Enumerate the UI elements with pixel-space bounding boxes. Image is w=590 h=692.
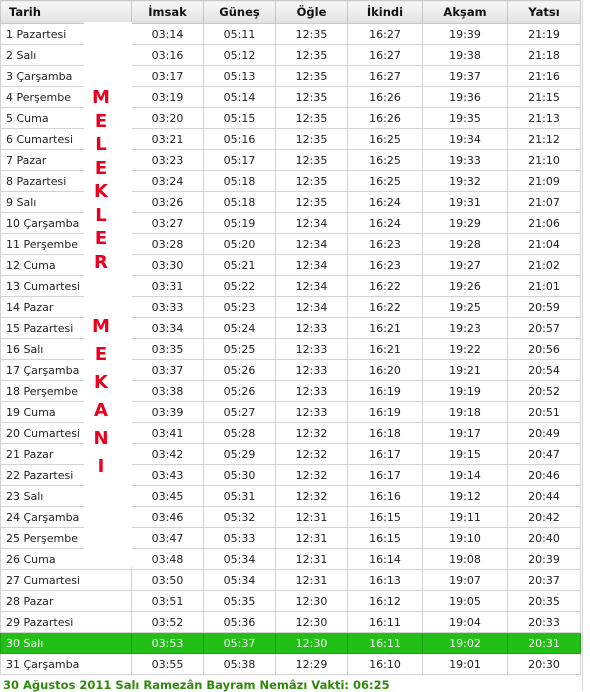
cell-ikindi: 16:19 <box>348 402 423 423</box>
right-divider <box>582 0 583 691</box>
watermark-letter: M <box>92 87 110 108</box>
cell-ogle: 12:32 <box>276 423 348 444</box>
cell-gunes: 05:34 <box>204 549 276 570</box>
watermark-letter: E <box>94 344 108 365</box>
cell-yatsi: 20:30 <box>508 654 581 675</box>
cell-aksam: 19:07 <box>423 570 508 591</box>
cell-yatsi: 20:31 <box>508 633 581 654</box>
cell-ikindi: 16:26 <box>348 87 423 108</box>
cell-yatsi: 21:02 <box>508 255 581 276</box>
cell-aksam: 19:32 <box>423 171 508 192</box>
cell-aksam: 19:39 <box>423 24 508 45</box>
cell-imsak: 03:47 <box>132 528 204 549</box>
cell-yatsi: 20:57 <box>508 318 581 339</box>
cell-yatsi: 20:37 <box>508 570 581 591</box>
watermark-letter: L <box>95 134 107 155</box>
cell-ogle: 12:33 <box>276 360 348 381</box>
cell-ogle: 12:31 <box>276 549 348 570</box>
cell-date: 6 Cumartesi <box>1 129 132 150</box>
watermark-letter: R <box>94 251 108 273</box>
cell-yatsi: 20:49 <box>508 423 581 444</box>
cell-yatsi: 21:10 <box>508 150 581 171</box>
cell-imsak: 03:45 <box>132 486 204 507</box>
table-row <box>1 570 581 591</box>
cell-imsak: 03:35 <box>132 339 204 360</box>
watermark-letter: I <box>97 456 105 477</box>
cell-yatsi: 20:35 <box>508 591 581 612</box>
table-row <box>1 633 581 654</box>
cell-gunes: 05:36 <box>204 612 276 633</box>
cell-ikindi: 16:22 <box>348 297 423 318</box>
cell-gunes: 05:34 <box>204 570 276 591</box>
cell-ogle: 12:34 <box>276 255 348 276</box>
cell-date: 4 Perşembe <box>1 87 132 108</box>
watermark-letter: K <box>94 372 108 393</box>
cell-gunes: 05:19 <box>204 213 276 234</box>
cell-aksam: 19:18 <box>423 402 508 423</box>
cell-imsak: 03:34 <box>132 318 204 339</box>
cell-ogle: 12:33 <box>276 318 348 339</box>
cell-yatsi: 21:04 <box>508 234 581 255</box>
cell-date: 30 Salı <box>1 633 132 654</box>
cell-yatsi: 20:46 <box>508 465 581 486</box>
cell-imsak: 03:53 <box>132 633 204 654</box>
cell-ikindi: 16:12 <box>348 591 423 612</box>
cell-date: 8 Pazartesi <box>1 171 132 192</box>
cell-imsak: 03:14 <box>132 24 204 45</box>
cell-date: 17 Çarşamba <box>1 360 132 381</box>
cell-ikindi: 16:19 <box>348 381 423 402</box>
cell-imsak: 03:20 <box>132 108 204 129</box>
watermark-letter: N <box>93 428 109 449</box>
cell-ikindi: 16:24 <box>348 192 423 213</box>
col-header-yatsi: Yatsı <box>508 1 581 24</box>
cell-gunes: 05:21 <box>204 255 276 276</box>
cell-date: 25 Perşembe <box>1 528 132 549</box>
cell-gunes: 05:26 <box>204 360 276 381</box>
cell-ikindi: 16:20 <box>348 360 423 381</box>
cell-date: 13 Cumartesi <box>1 276 132 297</box>
watermark-letter: E <box>94 157 108 179</box>
cell-ogle: 12:35 <box>276 24 348 45</box>
cell-gunes: 05:31 <box>204 486 276 507</box>
cell-ogle: 12:35 <box>276 192 348 213</box>
cell-gunes: 05:16 <box>204 129 276 150</box>
cell-imsak: 03:27 <box>132 213 204 234</box>
cell-ogle: 12:34 <box>276 276 348 297</box>
watermark-letter: L <box>95 204 107 226</box>
table-row <box>1 591 581 612</box>
cell-aksam: 19:28 <box>423 234 508 255</box>
cell-ikindi: 16:23 <box>348 234 423 255</box>
cell-aksam: 19:08 <box>423 549 508 570</box>
cell-date: 28 Pazar <box>1 591 132 612</box>
cell-ikindi: 16:24 <box>348 213 423 234</box>
cell-ikindi: 16:27 <box>348 66 423 87</box>
cell-date: 19 Cuma <box>1 402 132 423</box>
cell-date: 9 Salı <box>1 192 132 213</box>
cell-yatsi: 21:13 <box>508 108 581 129</box>
cell-imsak: 03:17 <box>132 66 204 87</box>
cell-gunes: 05:32 <box>204 507 276 528</box>
cell-date: 22 Pazartesi <box>1 465 132 486</box>
cell-yatsi: 20:44 <box>508 486 581 507</box>
cell-ogle: 12:32 <box>276 465 348 486</box>
cell-yatsi: 20:56 <box>508 339 581 360</box>
cell-ogle: 12:31 <box>276 507 348 528</box>
cell-imsak: 03:33 <box>132 297 204 318</box>
cell-gunes: 05:29 <box>204 444 276 465</box>
cell-gunes: 05:17 <box>204 150 276 171</box>
cell-date: 29 Pazartesi <box>1 612 132 633</box>
cell-imsak: 03:30 <box>132 255 204 276</box>
cell-imsak: 03:41 <box>132 423 204 444</box>
cell-date: 5 Cuma <box>1 108 132 129</box>
cell-imsak: 03:28 <box>132 234 204 255</box>
cell-yatsi: 21:15 <box>508 87 581 108</box>
cell-date: 15 Pazartesi <box>1 318 132 339</box>
watermark-letter: K <box>94 181 108 202</box>
cell-ogle: 12:31 <box>276 528 348 549</box>
cell-date: 1 Pazartesi <box>1 24 132 45</box>
cell-ikindi: 16:14 <box>348 549 423 570</box>
cell-ogle: 12:32 <box>276 444 348 465</box>
cell-aksam: 19:31 <box>423 192 508 213</box>
col-header-ogle: Öğle <box>276 1 348 24</box>
footer-notice: 30 Ağustos 2011 Salı Ramezân Bayram Nemâzı Vakti: 06:25 <box>3 678 390 692</box>
cell-aksam: 19:15 <box>423 444 508 465</box>
cell-ogle: 12:34 <box>276 213 348 234</box>
cell-ogle: 12:35 <box>276 129 348 150</box>
cell-ogle: 12:34 <box>276 297 348 318</box>
cell-gunes: 05:22 <box>204 276 276 297</box>
cell-yatsi: 21:16 <box>508 66 581 87</box>
cell-date: 26 Cuma <box>1 549 132 570</box>
cell-yatsi: 20:40 <box>508 528 581 549</box>
cell-imsak: 03:50 <box>132 570 204 591</box>
cell-aksam: 19:22 <box>423 339 508 360</box>
cell-aksam: 19:17 <box>423 423 508 444</box>
cell-yatsi: 21:09 <box>508 171 581 192</box>
cell-yatsi: 21:18 <box>508 45 581 66</box>
cell-ogle: 12:32 <box>276 486 348 507</box>
cell-imsak: 03:26 <box>132 192 204 213</box>
cell-yatsi: 21:07 <box>508 192 581 213</box>
cell-date: 12 Cuma <box>1 255 132 276</box>
cell-imsak: 03:52 <box>132 612 204 633</box>
cell-ikindi: 16:25 <box>348 171 423 192</box>
cell-gunes: 05:18 <box>204 192 276 213</box>
cell-imsak: 03:46 <box>132 507 204 528</box>
cell-gunes: 05:27 <box>204 402 276 423</box>
cell-imsak: 03:39 <box>132 402 204 423</box>
cell-ikindi: 16:21 <box>348 339 423 360</box>
cell-aksam: 19:34 <box>423 129 508 150</box>
cell-ogle: 12:30 <box>276 633 348 654</box>
cell-ikindi: 16:17 <box>348 465 423 486</box>
watermark-letter: A <box>94 400 108 421</box>
cell-date: 16 Salı <box>1 339 132 360</box>
col-header-ikindi: İkindi <box>348 1 423 24</box>
cell-ogle: 12:35 <box>276 45 348 66</box>
cell-gunes: 05:23 <box>204 297 276 318</box>
cell-aksam: 19:19 <box>423 381 508 402</box>
cell-imsak: 03:38 <box>132 381 204 402</box>
cell-imsak: 03:21 <box>132 129 204 150</box>
cell-gunes: 05:14 <box>204 87 276 108</box>
cell-ikindi: 16:15 <box>348 528 423 549</box>
cell-date: 11 Perşembe <box>1 234 132 255</box>
cell-gunes: 05:30 <box>204 465 276 486</box>
cell-ikindi: 16:16 <box>348 486 423 507</box>
cell-aksam: 19:10 <box>423 528 508 549</box>
cell-aksam: 19:35 <box>423 108 508 129</box>
cell-yatsi: 21:01 <box>508 276 581 297</box>
cell-ikindi: 16:23 <box>348 255 423 276</box>
cell-ikindi: 16:18 <box>348 423 423 444</box>
cell-ikindi: 16:22 <box>348 276 423 297</box>
cell-gunes: 05:38 <box>204 654 276 675</box>
cell-imsak: 03:23 <box>132 150 204 171</box>
cell-date: 2 Salı <box>1 45 132 66</box>
watermark-letter: M <box>92 316 110 337</box>
cell-ogle: 12:29 <box>276 654 348 675</box>
cell-ikindi: 16:17 <box>348 444 423 465</box>
cell-ogle: 12:30 <box>276 591 348 612</box>
cell-ikindi: 16:10 <box>348 654 423 675</box>
cell-aksam: 19:04 <box>423 612 508 633</box>
cell-date: 23 Salı <box>1 486 132 507</box>
cell-date: 20 Cumartesi <box>1 423 132 444</box>
cell-imsak: 03:51 <box>132 591 204 612</box>
cell-gunes: 05:24 <box>204 318 276 339</box>
cell-aksam: 19:25 <box>423 297 508 318</box>
col-header-gunes: Güneş <box>204 1 276 24</box>
watermark <box>84 86 118 481</box>
cell-ogle: 12:33 <box>276 381 348 402</box>
cell-ikindi: 16:21 <box>348 318 423 339</box>
cell-gunes: 05:33 <box>204 528 276 549</box>
cell-imsak: 03:16 <box>132 45 204 66</box>
cell-ogle: 12:35 <box>276 108 348 129</box>
cell-aksam: 19:21 <box>423 360 508 381</box>
cell-gunes: 05:12 <box>204 45 276 66</box>
cell-ikindi: 16:27 <box>348 45 423 66</box>
cell-imsak: 03:55 <box>132 654 204 675</box>
cell-yatsi: 20:54 <box>508 360 581 381</box>
cell-date: 27 Cumartesi <box>1 570 132 591</box>
cell-gunes: 05:11 <box>204 24 276 45</box>
col-header-aksam: Akşam <box>423 1 508 24</box>
cell-aksam: 19:14 <box>423 465 508 486</box>
cell-yatsi: 20:39 <box>508 549 581 570</box>
col-header-imsak: İmsak <box>132 1 204 24</box>
cell-aksam: 19:27 <box>423 255 508 276</box>
cell-ikindi: 16:11 <box>348 612 423 633</box>
cell-yatsi: 20:47 <box>508 444 581 465</box>
cell-ikindi: 16:15 <box>348 507 423 528</box>
cell-date: 21 Pazar <box>1 444 132 465</box>
cell-yatsi: 20:42 <box>508 507 581 528</box>
watermark-word-1 <box>92 86 110 274</box>
cell-yatsi: 20:51 <box>508 402 581 423</box>
cell-yatsi: 21:19 <box>508 24 581 45</box>
cell-imsak: 03:42 <box>132 444 204 465</box>
cell-yatsi: 20:59 <box>508 297 581 318</box>
cell-gunes: 05:26 <box>204 381 276 402</box>
cell-yatsi: 21:12 <box>508 129 581 150</box>
cell-ikindi: 16:25 <box>348 129 423 150</box>
watermark-word-2 <box>92 313 110 481</box>
cell-gunes: 05:25 <box>204 339 276 360</box>
cell-ikindi: 16:27 <box>348 24 423 45</box>
cell-aksam: 19:23 <box>423 318 508 339</box>
cell-gunes: 05:35 <box>204 591 276 612</box>
header-row <box>1 1 581 24</box>
cell-gunes: 05:15 <box>204 108 276 129</box>
cell-ogle: 12:33 <box>276 339 348 360</box>
cell-gunes: 05:18 <box>204 171 276 192</box>
cell-aksam: 19:37 <box>423 66 508 87</box>
cell-yatsi: 20:33 <box>508 612 581 633</box>
cell-date: 10 Çarşamba <box>1 213 132 234</box>
cell-date: 31 Çarşamba <box>1 654 132 675</box>
cell-aksam: 19:38 <box>423 45 508 66</box>
cell-aksam: 19:11 <box>423 507 508 528</box>
cell-ikindi: 16:11 <box>348 633 423 654</box>
cell-ogle: 12:34 <box>276 234 348 255</box>
cell-yatsi: 20:52 <box>508 381 581 402</box>
cell-date: 18 Perşembe <box>1 381 132 402</box>
cell-gunes: 05:20 <box>204 234 276 255</box>
watermark-letter: E <box>94 228 108 249</box>
cell-ogle: 12:33 <box>276 402 348 423</box>
cell-imsak: 03:19 <box>132 87 204 108</box>
watermark-letter: E <box>94 110 108 132</box>
cell-aksam: 19:33 <box>423 150 508 171</box>
cell-aksam: 19:29 <box>423 213 508 234</box>
cell-ogle: 12:35 <box>276 150 348 171</box>
col-header-date: Tarih <box>1 1 132 24</box>
table-row <box>1 654 581 675</box>
cell-date: 7 Pazar <box>1 150 132 171</box>
cell-ikindi: 16:26 <box>348 108 423 129</box>
cell-ogle: 12:30 <box>276 612 348 633</box>
cell-aksam: 19:01 <box>423 654 508 675</box>
table-row <box>1 612 581 633</box>
cell-imsak: 03:43 <box>132 465 204 486</box>
cell-ogle: 12:35 <box>276 171 348 192</box>
cell-imsak: 03:37 <box>132 360 204 381</box>
cell-ogle: 12:35 <box>276 66 348 87</box>
cell-yatsi: 21:06 <box>508 213 581 234</box>
cell-ogle: 12:35 <box>276 87 348 108</box>
cell-imsak: 03:24 <box>132 171 204 192</box>
cell-gunes: 05:28 <box>204 423 276 444</box>
cell-ikindi: 16:13 <box>348 570 423 591</box>
cell-aksam: 19:05 <box>423 591 508 612</box>
cell-aksam: 19:26 <box>423 276 508 297</box>
cell-date: 14 Pazar <box>1 297 132 318</box>
cell-ikindi: 16:25 <box>348 150 423 171</box>
cell-gunes: 05:37 <box>204 633 276 654</box>
cell-imsak: 03:31 <box>132 276 204 297</box>
cell-gunes: 05:13 <box>204 66 276 87</box>
cell-aksam: 19:02 <box>423 633 508 654</box>
cell-date: 3 Çarşamba <box>1 66 132 87</box>
cell-aksam: 19:36 <box>423 87 508 108</box>
cell-aksam: 19:12 <box>423 486 508 507</box>
cell-ogle: 12:31 <box>276 570 348 591</box>
cell-imsak: 03:48 <box>132 549 204 570</box>
cell-date: 24 Çarşamba <box>1 507 132 528</box>
